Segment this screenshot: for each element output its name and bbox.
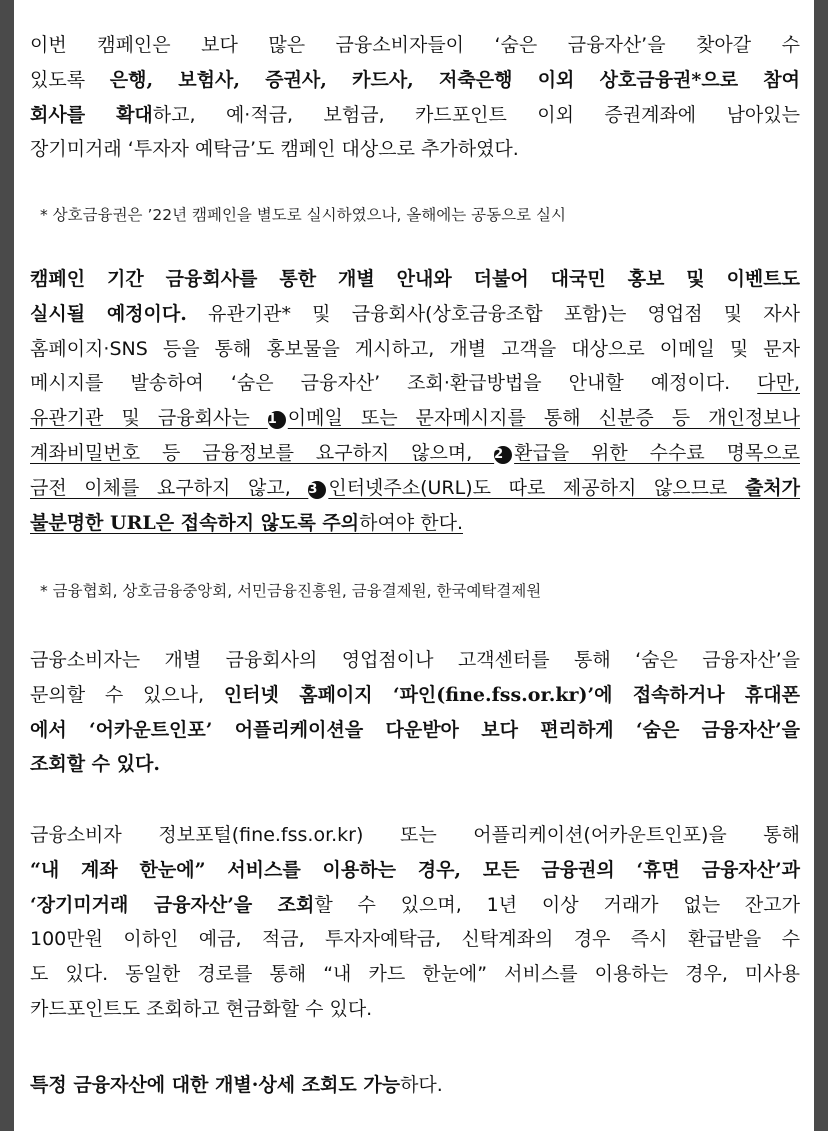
underlined-text: 다만, — [757, 372, 800, 395]
text-line: 회사를 확대하고, 예·적금, 보험금, 카드포인트 이외 증권계좌에 남아있는 — [30, 103, 800, 126]
text-line: 장기미거래 ‘투자자 예탁금’도 캠페인 대상으로 추가하였다. — [30, 138, 519, 161]
text-line: 이번 캠페인은 보다 많은 금융소비자들이 ‘숨은 금융자산’을 찾아갈 수 — [30, 34, 800, 56]
bold-text: 은행, 보험사, 증권사, 카드사, 저축은행 이외 상호금융권*으로 참여 — [109, 68, 800, 91]
text-line: 금융소비자는 개별 금융회사의 영업점이나 고객센터를 통해 ‘숨은 금융자산’을 — [30, 649, 800, 671]
text-line: 실시될 예정이다. 유관기관* 및 금융회사(상호금융조합 포함)는 영업점 및 자사 — [30, 302, 800, 325]
text-line: 에서 ‘어카운트인포’ 어플리케이션을 다운받아 보다 편리하게 ‘숨은 금융자산’을 — [30, 718, 800, 741]
text-line: 카드포인트도 조회하고 현금화할 수 있다. — [30, 997, 373, 1020]
text-line: 홈페이지·SNS 등을 통해 홍보물을 게시하고, 개별 고객을 대상으로 이메일 및 문자 — [30, 337, 800, 360]
paragraph-promotion — [30, 262, 800, 540]
footnote-related-agencies: * 금융협회, 상호금융중앙회, 서민금융진흥원, 금융결제원, 한국예탁결제원 — [40, 582, 542, 600]
paragraph-detail-inquiry — [30, 1068, 800, 1103]
text-line: 조회할 수 있다. — [30, 753, 160, 776]
text-line: 불분명한 URL은 접속하지 않도록 주의하여야 한다. — [30, 511, 463, 534]
bold-text: 출처가 — [744, 476, 800, 499]
text-line: 금전 이체를 요구하지 않고, 3 인터넷주소(URL)도 따로 제공하지 않으므로 출처가 — [30, 476, 800, 499]
text-line: 100만원 이하인 예금, 적금, 투자자예탁금, 신탁계좌의 경우 즉시 환급받을 수 — [30, 928, 800, 951]
footnote-mutual-finance: * 상호금융권은 ’22년 캠페인을 별도로 실시하였으나, 올해에는 공동으로 실시 — [40, 206, 566, 224]
text-line — [30, 262, 800, 297]
text-line: “내 계좌 한눈에” 서비스를 이용하는 경우, 모든 금융권의 ‘휴면 금융자산’과 — [30, 858, 800, 881]
text-line: 계좌비밀번호 등 금융정보를 요구하지 않으며, 2 환급을 위한 수수료 명목으로 — [30, 441, 800, 464]
bold-text: ‘장기미거래 금융자산’을 조회 — [30, 893, 315, 916]
text-line: 메시지를 발송하여 ‘숨은 금융자산’ 조회·환급방법을 안내할 예정이다. 다만, — [30, 372, 800, 395]
number-2-icon: 2 — [494, 446, 512, 464]
paragraph-my-account — [30, 818, 800, 1027]
paragraph-inquiry — [30, 643, 800, 782]
text-line: 문의할 수 있으나, 인터넷 홈페이지 ‘파인(fine.fss.or.kr)’에 접속하거나 휴대폰 — [30, 683, 800, 706]
bold-text: 실시될 예정이다. — [30, 302, 187, 325]
bold-text: 회사를 확대 — [30, 103, 153, 126]
text-line: 유관기관 및 금융회사는 1 이메일 또는 문자메시지를 통해 신분증 등 개인정보나 — [30, 407, 800, 430]
paragraph-campaign-scope — [30, 28, 800, 167]
bold-text: 불분명한 URL은 접속하지 않도록 주의 — [30, 511, 360, 534]
bold-text: 인터넷 홈페이지 ‘파인(fine.fss.or.kr)’에 접속하거나 휴대폰 — [223, 683, 800, 706]
text-line: 특정 금융자산에 대한 개별·상세 조회도 가능하다. — [30, 1074, 443, 1096]
text-line: 있도록 은행, 보험사, 증권사, 카드사, 저축은행 이외 상호금융권*으로 참여 — [30, 68, 800, 91]
text-line: 금융소비자 정보포털(fine.fss.or.kr) 또는 어플리케이션(어카운트인포)을 통해 — [30, 824, 800, 846]
text-line: 도 있다. 동일한 경로를 통해 “내 카드 한눈에” 서비스를 이용하는 경우, 미사용 — [30, 963, 800, 986]
number-3-icon: 3 — [308, 481, 326, 499]
bold-text: 특정 금융자산에 대한 개별·상세 조회도 가능 — [30, 1074, 401, 1096]
bold-text: 캠페인 기간 금융회사를 통한 개별 안내와 더불어 대국민 홍보 및 이벤트도 — [30, 268, 800, 290]
document-page — [14, 0, 814, 1131]
text-line: ‘장기미거래 금융자산’을 조회할 수 있으며, 1년 이상 거래가 없는 잔고가 — [30, 893, 800, 916]
number-1-icon: 1 — [268, 411, 286, 429]
